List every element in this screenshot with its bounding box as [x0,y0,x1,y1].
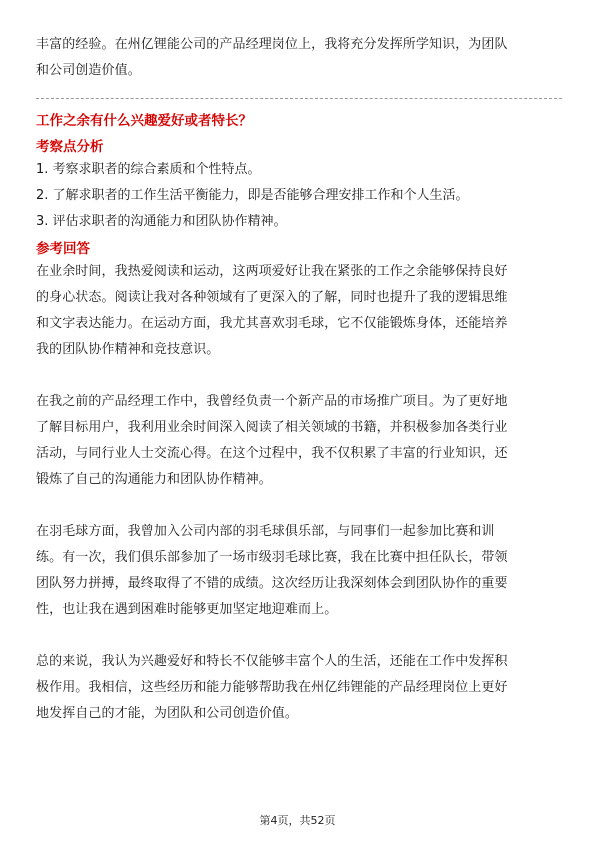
answer-line: 总的来说，我认为兴趣爱好和特长不仅能够丰富个人的生活，还能在工作中发挥积 [36,654,508,669]
answer-line: 的身心状态。阅读让我对各种领域有了更深入的了解，同时也提升了我的逻辑思维 [36,290,508,305]
answer-paragraph [36,519,562,623]
answer-line: 我的团队协作精神和竞技意识。 [36,342,220,357]
answer-paragraph [36,389,562,493]
section-divider [36,98,562,99]
analysis-item: 1. 考察求职者的综合素质和个性特点。 [36,162,261,177]
answer-line: 极作用。我相信，这些经历和能力能够帮助我在州亿纬锂能的产品经理岗位上更好 [36,680,508,695]
question-title: 工作之余有什么兴趣爱好或者特长？ [36,113,252,129]
answer-line: 活动，与同行业人士交流心得。在这个过程中，我不仅积累了丰富的行业知识，还 [36,446,508,461]
paragraph-gap [36,493,562,519]
answer-line: 在我之前的产品经理工作中，我曾经负责一个新产品的市场推广项目。为了更好地 [36,394,508,409]
answer-line: 了解目标用户，我利用业余时间深入阅读了相关领域的书籍，并积极参加各类行业 [36,420,508,435]
analysis-label: 考察点分析 [36,139,104,155]
answer-paragraph [36,649,562,727]
paragraph-gap [36,363,562,389]
intro-line: 丰富的经验。在州亿锂能公司的产品经理岗位上，我将充分发挥所学知识，为团队 [36,37,508,52]
answer-line: 团队努力拼搏，最终取得了不错的成绩。这次经历让我深刻体会到团队协作的重要 [36,576,508,591]
paragraph-gap [36,623,562,649]
answer-line: 在业余时间，我热爱阅读和运动，这两项爱好让我在紧张的工作之余能够保持良好 [36,264,508,279]
answer-line: 锻炼了自己的沟通能力和团队协作精神。 [36,472,272,487]
intro-line: 和公司创造价值。 [36,63,141,78]
answer-line: 地发挥自己的才能，为团队和公司创造价值。 [36,706,299,721]
answer-label: 参考回答 [36,241,90,257]
answer-line: 在羽毛球方面，我曾加入公司内部的羽毛球俱乐部，与同事们一起参加比赛和训 [36,524,495,539]
analysis-list [36,157,562,235]
analysis-item: 2. 了解求职者的工作生活平衡能力，即是否能够合理安排工作和个人生活。 [36,188,469,203]
page-number: 第4页，共52页 [259,814,336,827]
answer-line: 和文字表达能力。在运动方面，我尤其喜欢羽毛球，它不仅能锻炼身体，还能培养 [36,316,508,331]
answer-line: 练。有一次，我们俱乐部参加了一场市级羽毛球比赛，我在比赛中担任队长，带领 [36,550,508,565]
answer-paragraph [36,259,562,363]
page-content [36,32,562,727]
answer-line: 性，也让我在遇到困难时能够更加坚定地迎难而上。 [36,602,338,617]
intro-paragraph [36,32,562,84]
analysis-item: 3. 评估求职者的沟通能力和团队协作精神。 [36,214,287,229]
